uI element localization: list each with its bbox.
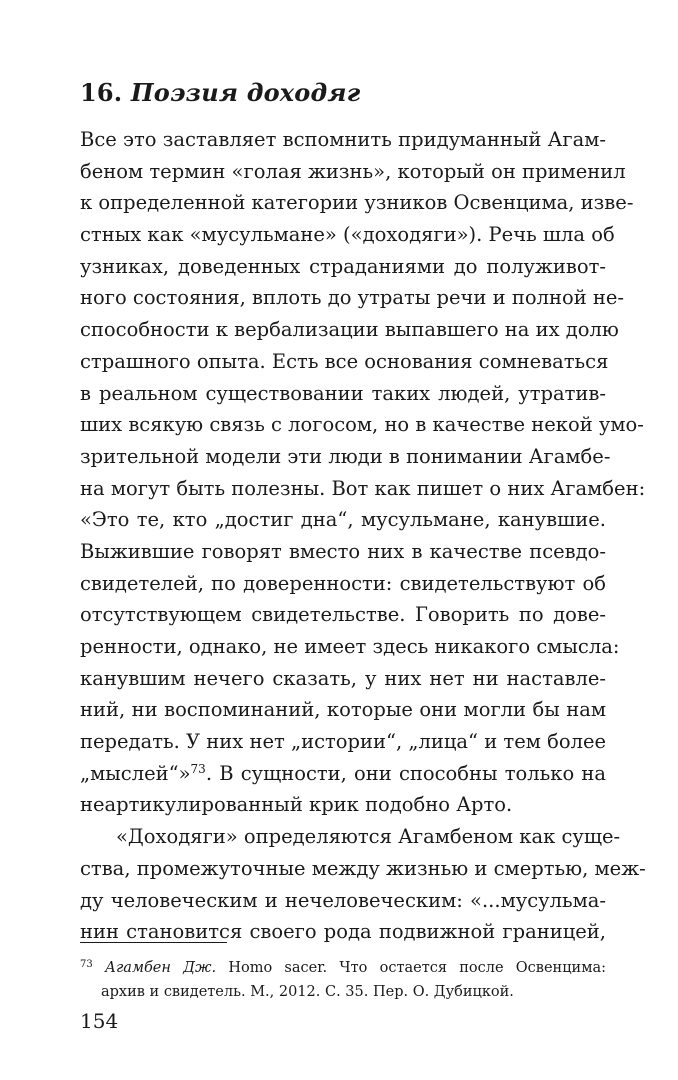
footnote-marker: 73 xyxy=(80,959,93,970)
text-line: зрительной модели эти люди в понимании Агамбе- xyxy=(80,444,611,468)
text-line-with-footnote-ref xyxy=(80,758,606,790)
text-line: стных как «мусульмане» («доходяги»). Речь шла об xyxy=(80,223,615,247)
text-line: ства, промежуточные между жизнью и смертью, меж- xyxy=(80,856,646,880)
page-number: 154 xyxy=(80,1009,119,1033)
chapter-title: Поэзия доходяг xyxy=(130,78,361,107)
text-fragment: . В сущности, они способны только на xyxy=(205,761,606,785)
text-line: беном термин «голая жизнь», который он применил xyxy=(80,159,626,183)
text-line: узниках, доведенных страданиями до полуживот- xyxy=(80,254,606,278)
chapter-heading xyxy=(80,78,360,107)
text-line: в реальном существовании таких людей, утратив- xyxy=(80,381,606,405)
paragraph-first-line: «Доходяги» определяются Агамбеном как суще- xyxy=(116,825,621,849)
footnote-line: архив и свидетель. М., 2012. С. 35. Пер. О. Дубицкой. xyxy=(101,984,514,1000)
text-line: неартикулированный крик подобно Арто. xyxy=(80,793,513,817)
text-line: ренности, однако, не имеет здесь никакого смысла: xyxy=(80,635,620,658)
chapter-number: 16. xyxy=(80,78,123,107)
main-text xyxy=(80,124,646,948)
text-line: «Это те, кто „достиг дна“, мусульмане, канувшие. xyxy=(80,508,606,532)
text-line: Все это заставляет вспомнить придуманный Агам- xyxy=(80,128,606,151)
footnote-author: Агамбен Дж. xyxy=(104,960,217,976)
text-line: ний, ни воспоминаний, которые они могли бы нам xyxy=(80,698,606,722)
text-fragment: „мыслей“» xyxy=(80,761,191,785)
text-line: страшного опыта. Есть все основания сомневаться xyxy=(80,349,609,373)
text-line: канувшим нечего сказать, у них нет ни наставле- xyxy=(80,666,606,690)
text-line: отсутствующем свидетельстве. Говорить по дове- xyxy=(80,603,606,627)
footnote-text: Homo sacer. Что остается после Освенцима: xyxy=(216,960,606,976)
text-line: ду человеческим и нечеловеческим: «...мусульма- xyxy=(80,888,606,912)
text-line: передать. У них нет „истории“, „лица“ и тем более xyxy=(80,730,607,754)
text-line: к определенной категории узников Освенцима, изве- xyxy=(80,191,634,215)
text-line: ших всякую связь с логосом, но в качестве некой умо- xyxy=(80,413,644,437)
text-line: на могут быть полезны. Вот как пишет о них Агамбен: xyxy=(80,476,646,500)
footnote-line xyxy=(80,956,606,980)
footnote-reference[interactable]: 73 xyxy=(190,761,206,776)
text-line: ного состояния, вплоть до утраты речи и полной не- xyxy=(80,286,625,310)
text-line: нин становится своего рода подвижной границей, xyxy=(80,920,606,944)
text-line: свидетелей, по доверенности: свидетельствуют об xyxy=(80,571,606,595)
text-line: способности к вербализации выпавшего на их долю xyxy=(80,318,619,342)
footnote xyxy=(80,956,606,1004)
text-line: Выжившие говорят вместо них в качестве псевдо- xyxy=(80,539,606,563)
footnote-divider xyxy=(80,942,227,943)
